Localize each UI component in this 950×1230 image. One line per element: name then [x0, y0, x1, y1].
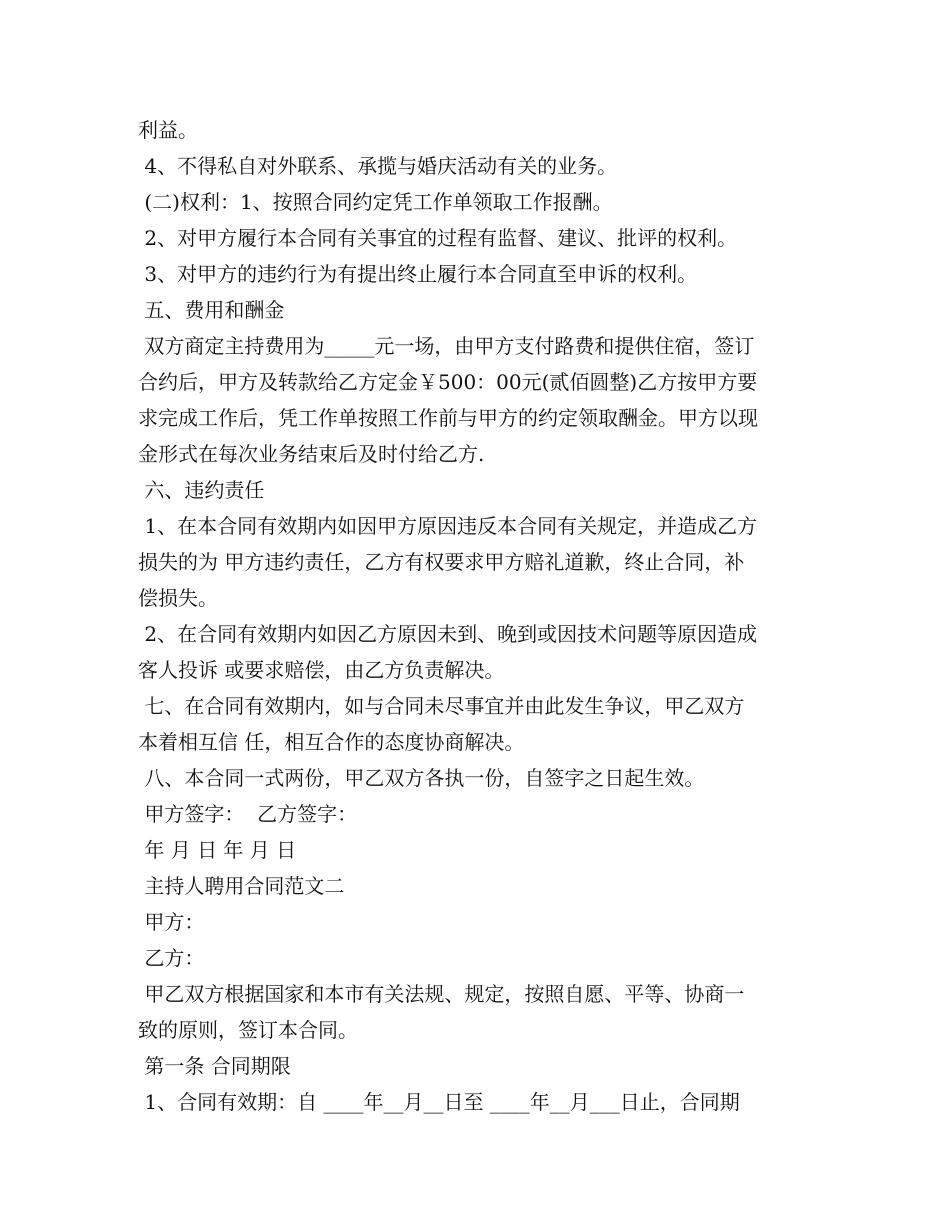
- text-line: 1、合同有效期：自 ____年__月__日至 ____年__月___日止，合同期: [138, 1090, 740, 1114]
- text-line: 1、在本合同有效期内如因甲方原因违反本合同有关规定，并造成乙方: [138, 514, 758, 538]
- section-heading: 五、费用和酬金: [138, 298, 285, 322]
- party-b-label: 乙方：: [138, 946, 205, 970]
- text-line: 金形式在每次业务结束后及时付给乙方.: [138, 442, 485, 466]
- text-line: 3、对甲方的违约行为有提出终止履行本合同直至申诉的权利。: [138, 262, 698, 286]
- signature-labels: 甲方签字： 乙方签字：: [138, 802, 358, 826]
- section-heading: 第一条 合同期限: [138, 1054, 291, 1078]
- section-heading: 主持人聘用合同范文二: [138, 874, 345, 898]
- text-line: (二)权利：1、按照合同约定凭工作单领取工作报酬。: [138, 190, 613, 214]
- text-line: 4、不得私自对外联系、承揽与婚庆活动有关的业务。: [138, 154, 618, 178]
- text-line: 甲乙双方根据国家和本市有关法规、规定，按照自愿、平等、协商一: [138, 982, 745, 1006]
- document-body: [138, 112, 828, 1120]
- text-line: 损失的为 甲方违约责任，乙方有权要求甲方赔礼道歉，终止合同，补: [138, 550, 745, 574]
- date-line: 年 月 日 年 月 日: [138, 838, 297, 862]
- text-line: 2、在合同有效期内如因乙方原因未到、晚到或因技术问题等原因造成: [138, 622, 758, 646]
- text-line: 本着相互信 任，相互合作的态度协商解决。: [138, 730, 525, 754]
- text-line: 客人投诉 或要求赔偿，由乙方负责解决。: [138, 658, 505, 682]
- text-line: 七、在合同有效期内，如与合同未尽事宜并由此发生争议，甲乙双方: [138, 694, 745, 718]
- text-line: 求完成工作后，凭工作单按照工作前与甲方的约定领取酬金。甲方以现: [138, 406, 758, 430]
- text-line: 合约后，甲方及转款给乙方定金￥500：00元(贰佰圆整)乙方按甲方要: [138, 370, 758, 394]
- text-line: 偿损失。: [138, 586, 218, 610]
- section-heading: 六、违约责任: [138, 478, 265, 502]
- text-line: 2、对甲方履行本合同有关事宜的过程有监督、建议、批评的权利。: [138, 226, 738, 250]
- text-line: 双方商定主持费用为_____元一场，由甲方支付路费和提供住宿，签订: [138, 334, 755, 358]
- party-a-label: 甲方：: [138, 910, 205, 934]
- text-line: 八、本合同一式两份，甲乙双方各执一份，自签字之日起生效。: [138, 766, 705, 790]
- text-line: 致的原则，签订本合同。: [138, 1018, 358, 1042]
- text-line: 利益。: [138, 118, 198, 142]
